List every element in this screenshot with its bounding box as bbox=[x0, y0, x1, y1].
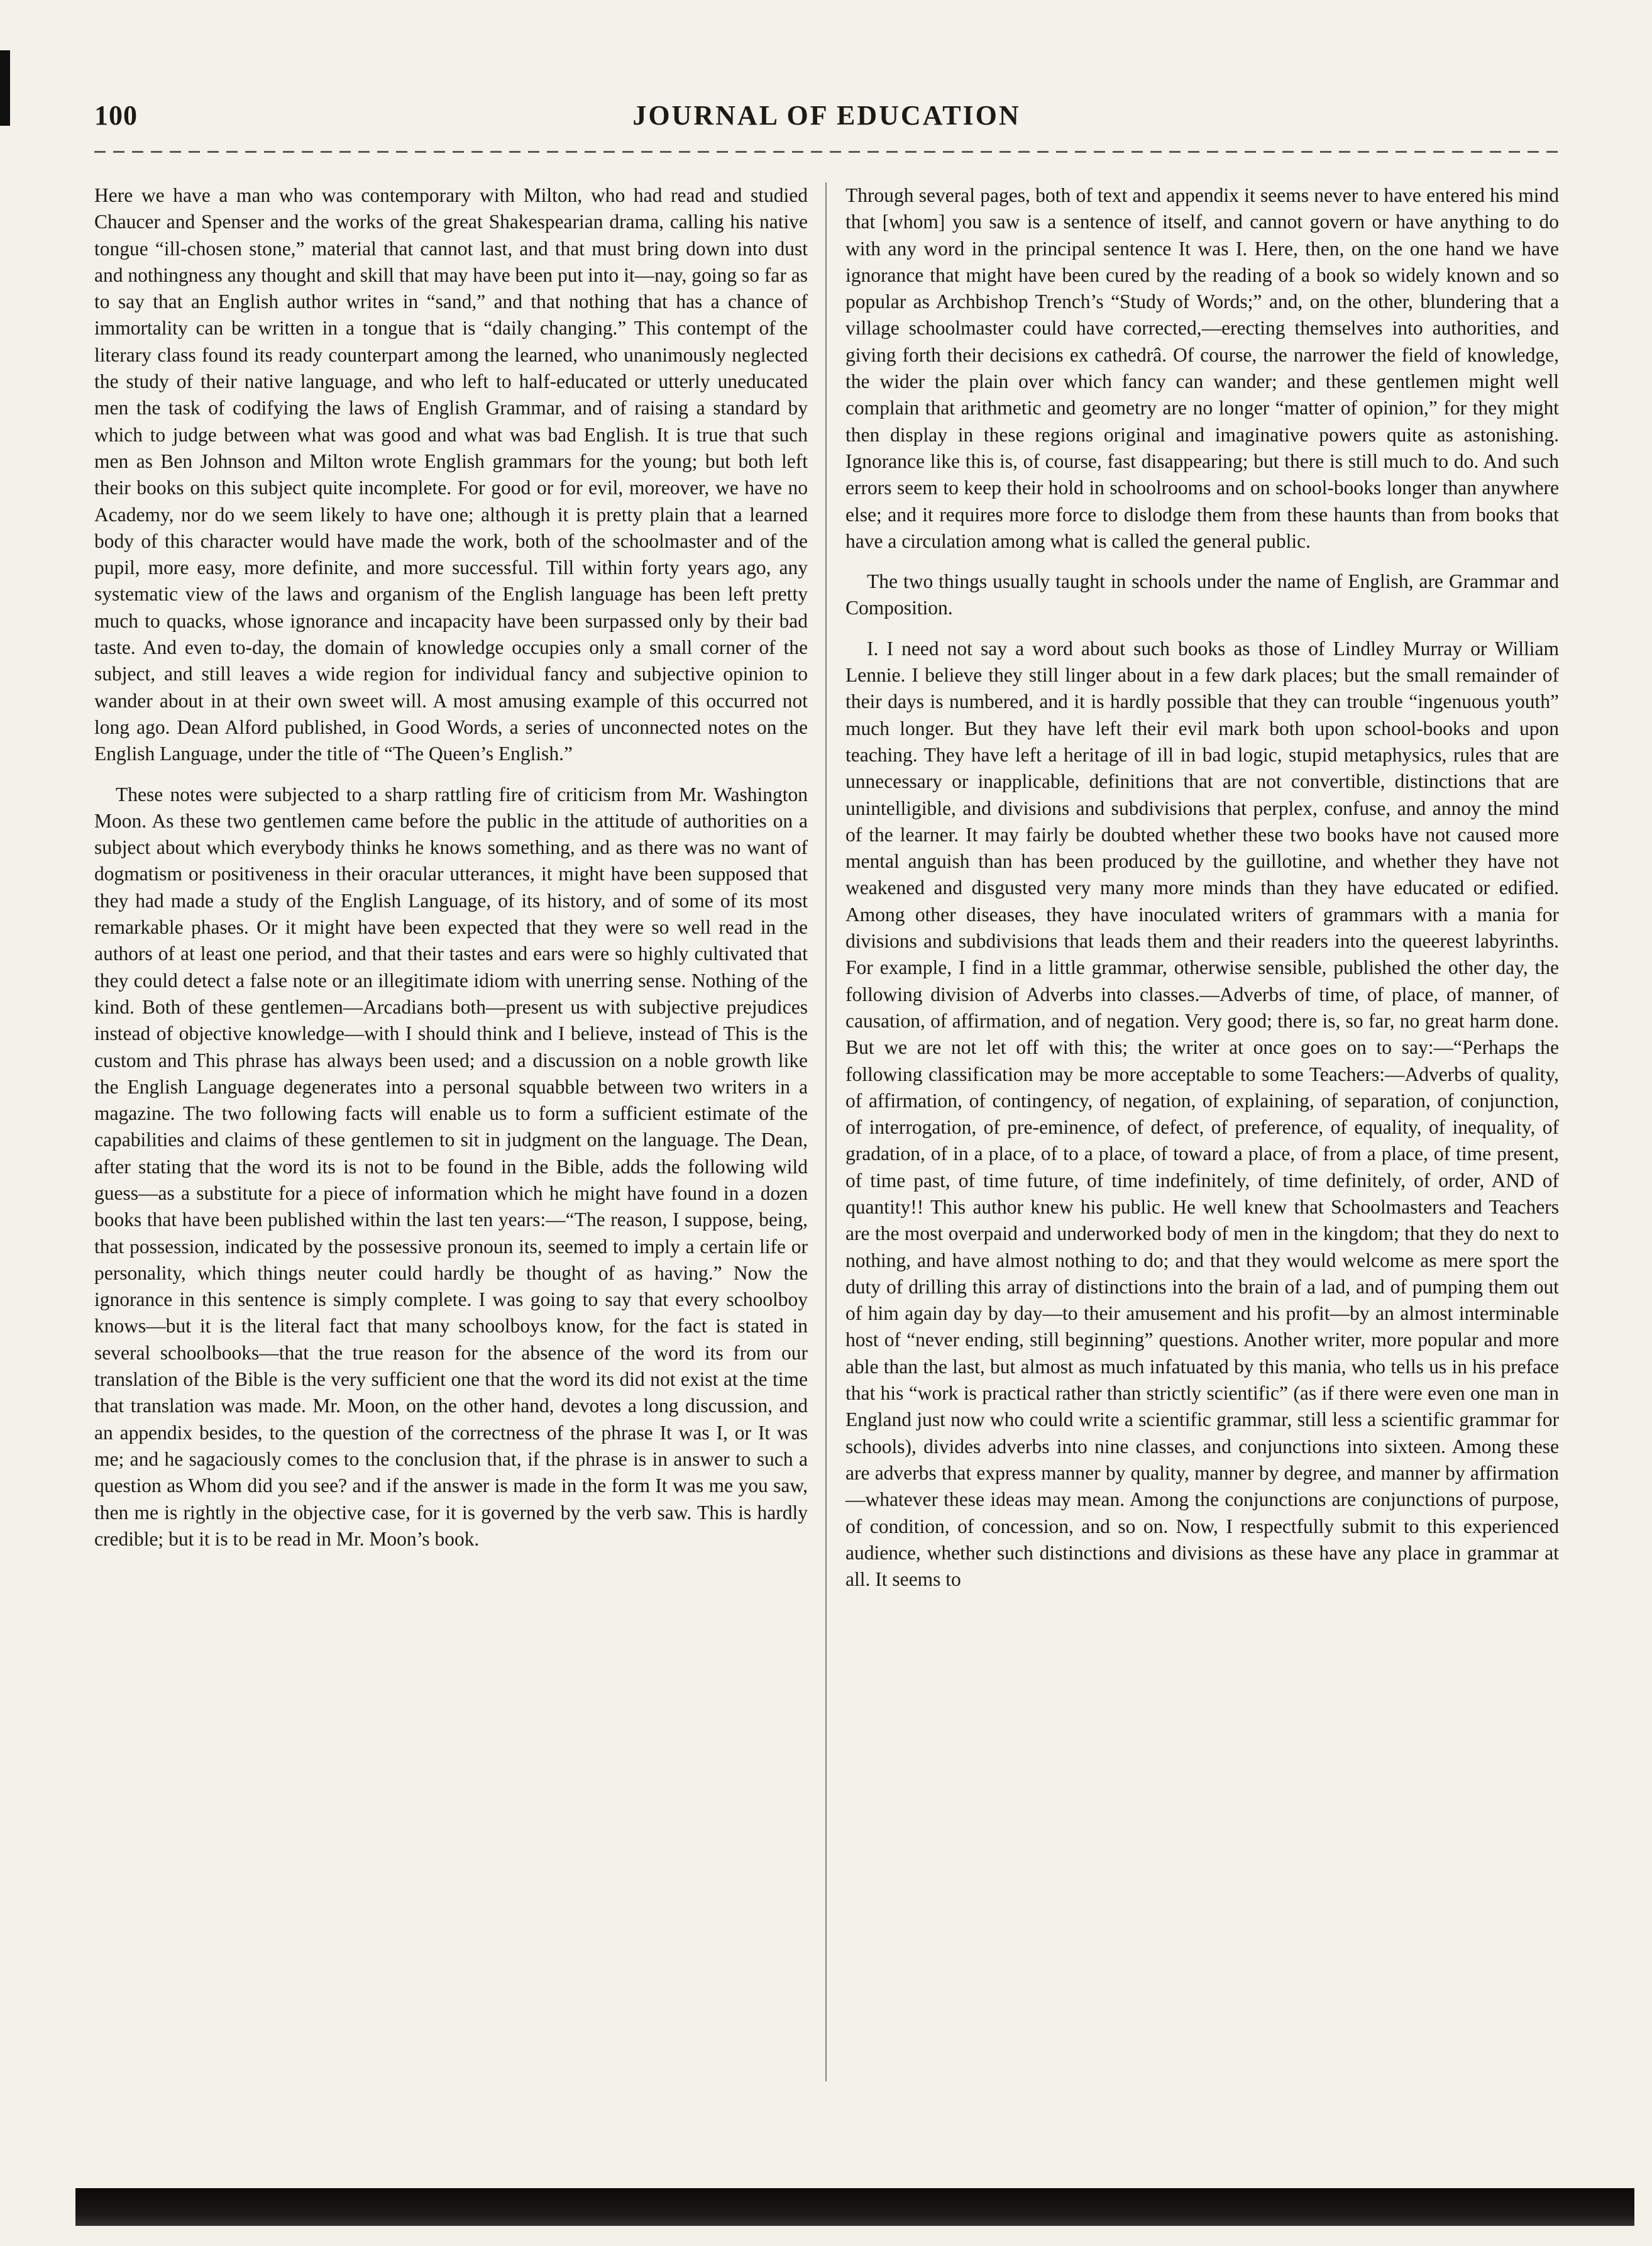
paragraph: These notes were subjected to a sharp rattling fire of criticism from Mr. Washington Moon. As these two gentlemen came before the public in the attitude of authorities on a subject about which everybody thinks he knows something, and as there was no want of dogmatism or positiveness in their oracular utterances, it might have been supposed that they had made a study of the English Language, of its history, and of some of its most remarkable phases. Or it might have been expected that they were so well read in the authors of at least one period, and that their tastes and ears were so highly cultivated that they could detect a false note or an illegitimate idiom with unerring sense. Nothing of the kind. Both of these gentlemen—Arcadians both—present us with subjective prejudices instead of objective knowledge—with I should think and I believe, instead of This is the custom and This phrase has always been used; and a discussion on a noble growth like the English Language degenerates into a personal squabble between two writers in a magazine. The two following facts will enable us to form a sufficient estimate of the capabilities and claims of these gentlemen to sit in judgment on the language. The Dean, after stating that the word its is not to be found in the Bible, adds the following wild guess—as a substitute for a piece of information which he might have found in a dozen books that have been published within the last ten years:—“The reason, I suppose, being, that possession, indicated by the possessive pronoun its, seemed to imply a certain life or personality, which things neuter could hardly be thought of as having.” Now the ignorance in this sentence is simply complete. I was going to say that every schoolboy knows—but it is the literal fact that many schoolboys know, for the fact is stated in several schoolbooks—that the true reason for the absence of the word its from our translation of the Bible is the very sufficient one that the word its did not exist at the time that translation was made. Mr. Moon, on the other hand, devotes a long discussion, and an appendix besides, to the question of the correctness of the phrase It was I, or It was me; and he sagaciously comes to the conclusion that, if the phrase is in answer to such a question as Whom did you see? and if the answer is made in the form It was me you saw, then me is rightly in the objective case, for it is governed by the verb saw. This is hardly credible; but it is to be read in Mr. Moon’s book. bbox=[94, 783, 808, 1550]
right-column bbox=[845, 182, 1559, 1596]
paragraph: Here we have a man who was contemporary with Milton, who had read and studied Chaucer and Spenser and the works of the great Shakespearian drama, calling his native tongue “ill-chosen stone,” material that cannot last, and that must bring down into dust and nothingness any thought and skill that may have been put into it—nay, going so far as to say that an English author writes in “sand,” and that nothing that has a chance of immortality can be written in a tongue that is “daily changing.” This contempt of the literary class found its ready counterpart among the learned, who unanimously neglected the study of their native language, and who left to half-educated or utterly uneducated men the task of codifying the laws of English Grammar, and of raising a standard by which to judge between what was good and what was bad English. It is true that such men as Ben Johnson and Milton wrote English grammars for the young; but both left their books on this subject quite incomplete. For good or for evil, moreover, we have no Academy, nor do we seem likely to have one; although it is pretty plain that a learned body of this character would have made the work, both of the schoolmaster and of the pupil, more easy, more definite, and more successful. Till within forty years ago, any systematic view of the laws and organism of the English language has been left pretty much to quacks, whose ignorance and incapacity have been surpassed only by their bad taste. And even to-day, the domain of knowledge occupies only a small corner of the subject, and still leaves a wide region for individual fancy and subjective opinion to wander about in at their own sweet will. A most amusing example of this occurred not long ago. Dean Alford published, in Good Words, a series of unconnected notes on the English Language, under the title of “The Queen’s English.” bbox=[94, 184, 808, 765]
paragraph: I. I need not say a word about such books as those of Lindley Murray or William Lennie. I believe they still linger about in a few dark places; but the small remainder of their days is numbered, and it is hardly possible that they can trouble “ingenuous youth” much longer. But they have left their evil mark both upon school-books and upon teaching. They have left a heritage of ill in bad logic, stupid metaphysics, rules that are unnecessary or inapplicable, definitions that are not convertible, distinctions that are unintelligible, and divisions and subdivisions that perplex, confuse, and annoy the mind of the learner. It may fairly be doubted whether these two books have not caused more mental anguish than has been produced by the guillotine, and whether they have not weakened and disgusted very many more minds than they have educated or edified. Among other diseases, they have inoculated writers of grammars with a mania for divisions and subdivisions that leads them and their readers into the queerest labyrinths. For example, I find in a little grammar, otherwise sensible, published the other day, the following division of Adverbs into classes.—Adverbs of time, of place, of manner, of causation, of affirmation, and of negation. Very good; there is, so far, no great harm done. But we are not let off with this; the writer at once goes on to say:—“Perhaps the following classification may be more acceptable to some Teachers:—Adverbs of quality, of affirmation, of contingency, of negation, of explaining, of separation, of conjunction, of interrogation, of pre-eminence, of defect, of preference, of equality, of inequality, of gradation, of in a place, of to a place, of toward a place, of from a place, of time present, of time past, of time future, of time indefinitely, of time definitely, of order, AND of quantity!! This author knew his public. He well knew that Schoolmasters and Teachers are the most overpaid and underworked body of men in the kingdom; that they do next to nothing, and have almost nothing to do; and that they would welcome as mere sport the duty of drilling this array of distinctions into the brain of a lad, and of pumping them out of him again day by day—to their amusement and his profit—by an almost interminable host of “never ending, still beginning” questions. Another writer, more popular and more able than the last, but almost as much infatuated by this mania, who tells us in his preface that his “work is practical rather than strictly scientific” (as if there were even one man in England just now who could write a scientific grammar, still less a scientific grammar for schools), divides adverbs into nine classes, and conjunctions into sixteen. Among these are adverbs that express manner by quality, manner by degree, and manner by affirmation—whatever these ideas may mean. Among the conjunctions are conjunctions of purpose, of condition, of concession, and so on. Now, I respectfully submit to this experienced audience, whether such distinctions and divisions as these have any place in grammar at all. It seems to bbox=[845, 637, 1559, 1591]
text-columns bbox=[94, 182, 1559, 1596]
header-rule bbox=[94, 151, 1559, 153]
running-head: JOURNAL OF EDUCATION bbox=[632, 100, 1021, 131]
paragraph: Through several pages, both of text and appendix it seems never to have entered his mind that [whom] you saw is a sentence of itself, and cannot govern or have anything to do with any word in the principal sentence It was I. Here, then, on the one hand we have ignorance that might have been cured by the reading of a book so widely known and so popular as Archbishop Trench’s “Study of Words;” and, on the other, blundering that a village schoolmaster could have corrected,—erecting themselves into authorities, and giving forth their decisions ex cathedrâ. Of course, the narrower the field of knowledge, the wider the plain over which fancy can wander; and these gentlemen might well complain that arithmetic and geometry are no longer “matter of opinion,” for they might then display in these regions original and imaginative powers quite as astonishing. Ignorance like this is, of course, fast disappearing; but there is still much to do. And such errors seem to keep their hold in schoolrooms and on school-books longer than anywhere else; and it requires more force to dislodge them from these haunts than from books that have a circulation among what is called the general public. bbox=[845, 184, 1559, 552]
page-number: 100 bbox=[94, 100, 138, 131]
column-divider bbox=[825, 182, 827, 2081]
paragraph: The two things usually taught in schools under the name of English, are Grammar and Composition. bbox=[845, 570, 1559, 619]
page-header bbox=[94, 88, 1559, 145]
page-bottom-edge bbox=[75, 2188, 1634, 2226]
left-column bbox=[94, 182, 808, 1596]
page-edge-mark bbox=[0, 50, 10, 126]
journal-page bbox=[94, 88, 1559, 1591]
